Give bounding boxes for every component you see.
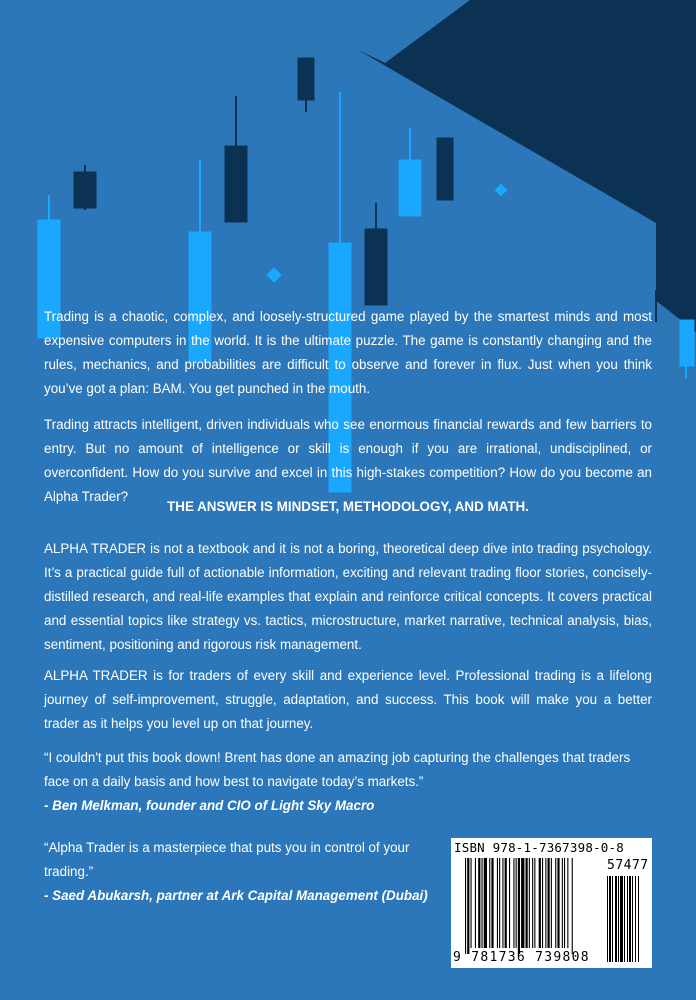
testimonial-attribution: - Ben Melkman, founder and CIO of Light Sky Macro [44,798,375,813]
barcode-bar [497,858,498,948]
addon-bar [635,876,636,962]
barcode-bar [467,858,469,954]
barcode-bar [516,858,517,948]
blurb-paragraph-1: Trading is a chaotic, complex, and loosely-structured game played by the smartest minds and most expensive computers in the world. It is the ultimate puzzle. The game is constantly changing and the rules, mechanics, and probabilities are difficult to observe and forever in flux. Just when you think you’ve got a plan: BAM. You get punched in the mouth. [44,309,652,396]
barcode-bar [478,858,480,948]
blurb-paragraph-3: ALPHA TRADER is not a textbook and it is not a boring, theoretical deep dive into trading psychology. It’s a practical guide full of actionable information, exciting and relevant trading floor stories, concisely-distilled research, and real-life examples that explain and reinforce critical concepts. It covers practical and essential topics like strategy vs. tactics, microstructure, market narrative, technical analysis, bias, sentiment, positioning and rigorous risk management. [44,541,652,652]
barcode-bar [509,858,510,948]
barcode-bar [534,858,535,948]
candle-body [437,138,453,200]
addon-bar [624,876,625,962]
blurb-paragraph-4: ALPHA TRADER is for traders of every skill and experience level. Professional trading is a lifelong journey of self-improvement, struggle, adaptation, and success. This book will make you a better trader as it helps you level up on that journey. [44,668,652,731]
barcode-bar [555,858,556,948]
barcode-bar [545,858,546,948]
barcode-bar [489,858,490,948]
barcode-bar [542,858,543,948]
candle-body [365,229,387,305]
testimonial-quote: “I couldn't put this book down! Brent has done an amazing job capturing the challenges that traders face on a daily basis and how best to navigate today’s markets.” [44,750,631,789]
ean-digits: 9 781736 739808 [453,950,590,965]
addon-digits: 57477 [607,858,649,873]
barcode-bar [502,858,503,948]
addon-bar [607,876,608,962]
barcode-bar [567,858,568,948]
blurb-paragraph-2: Trading attracts intelligent, driven individuals who see enormous financial rewards and few barriers to entry. But no amount of intelligence or skill is enough if you are irrational, undisciplined, or overconfident. How do you survive and excel in this high-stakes competition? How do you become an Alpha Trader? [44,417,652,504]
addon-bar [629,876,631,962]
addon-bar [632,876,633,962]
addon-bar [638,876,639,962]
barcode-bar [529,858,530,948]
candle-body [399,160,421,216]
testimonial-attribution: - Saed Abukarsh, partner at Ark Capital Management (Dubai) [44,888,428,903]
addon-bar [612,876,613,962]
addon-bar [615,876,617,962]
barcode-bar [475,858,476,948]
barcode-bar [521,858,524,948]
barcode-bar [471,858,472,948]
addon-bar [627,876,628,962]
barcode-bar [572,858,573,954]
barcode-bar [482,858,483,948]
addon-bar [609,876,611,962]
barcode-bar [551,858,552,948]
barcode-bar [564,858,565,948]
barcode-bar [518,858,520,954]
barcode-bar [499,858,500,948]
candle-body [298,58,314,100]
candle-body [74,172,96,208]
testimonial-1 [44,746,652,818]
blurb-heading: THE ANSWER IS MINDSET, METHODOLOGY, AND MATH. [167,499,529,514]
barcode-bar [505,858,507,948]
barcode-bar [465,858,466,954]
barcode-bar [557,858,559,948]
testimonial-2 [44,836,444,908]
candle-body [225,146,247,222]
barcode-bar [513,858,514,948]
testimonial-quote: “Alpha Trader is a masterpiece that puts you in control of your trading.” [44,840,410,879]
isbn-barcode [451,838,652,968]
addon-bar [618,876,619,962]
addon-bar [620,876,623,962]
barcode-bar [526,858,528,948]
barcode-bar [548,858,550,948]
barcode-bar [532,858,533,948]
barcode-bar [539,858,541,948]
barcode-bar [562,858,563,948]
barcode-bar [491,858,493,948]
isbn-number: ISBN 978-1-7367398-0-8 [454,840,624,855]
barcode-bar [484,858,487,948]
candle-body [680,320,694,366]
